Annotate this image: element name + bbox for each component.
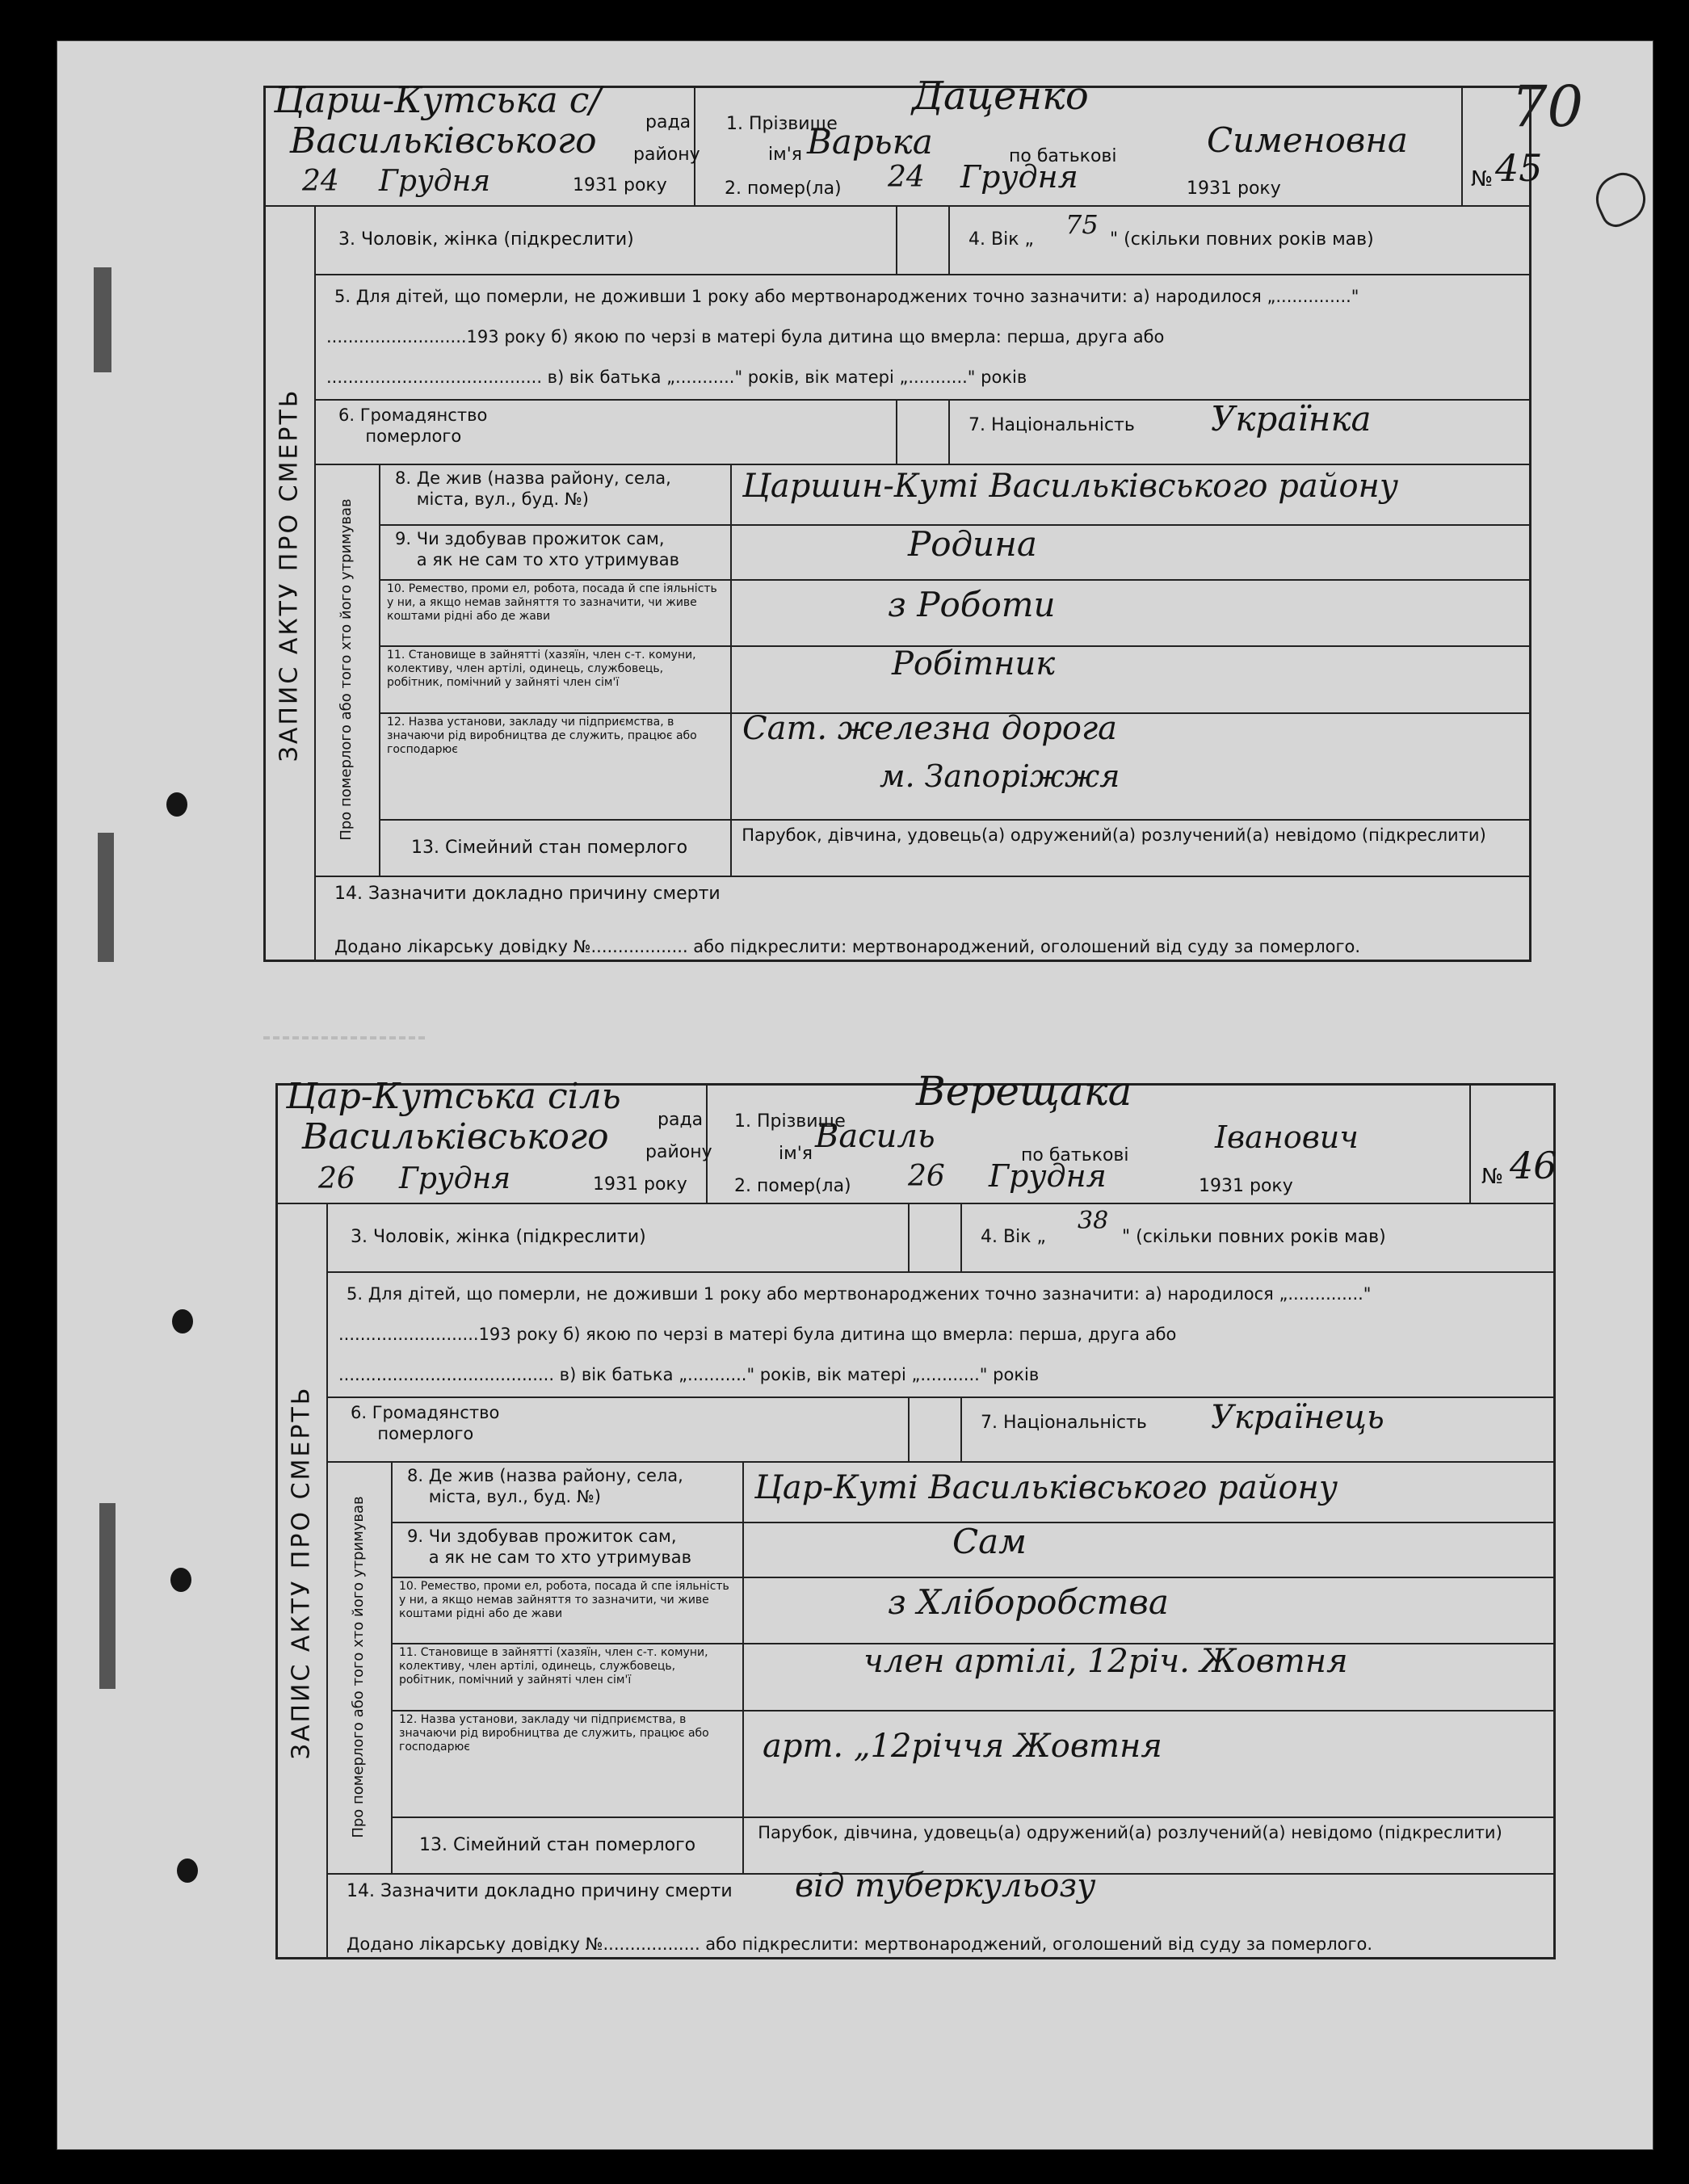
died-month: Грудня: [989, 1158, 1107, 1194]
died-day: 26: [908, 1160, 945, 1193]
institution-value-2: м. Запоріжжя: [880, 758, 1120, 794]
archive-page: [57, 40, 1653, 2150]
field-4-label-b: " (скільки повних років мав): [1122, 1227, 1386, 1247]
number-label: №: [1481, 1165, 1504, 1189]
field-5-line-b: ..........................193 року б) якою по черзі в матері була дитина що вмерла: перша, друга або: [338, 1325, 1177, 1344]
side-subtitle: Про померлого або того хто його утримував: [350, 1496, 367, 1838]
field-6-label: 6. Громадянство померлого: [351, 1403, 500, 1443]
field-11-label: 11. Становище в зайнятті (хазяїн, член с-т. комуни, колективу, член артілі, одинець, службовець, робітник, помічний у зайняті член сім'ї: [387, 649, 696, 689]
field-5-line-a: 5. Для дітей, що померли, не доживши 1 року або мертвонароджених точно зазначити: а) народилося „..............": [347, 1284, 1372, 1304]
side-subtitle: Про померлого або того хто його утримував: [338, 498, 355, 841]
died-day: 24: [888, 161, 925, 194]
field-4-label-a: 4. Вік „: [968, 229, 1034, 250]
field-12-label: 12. Назва установи, закладу чи підприємства, в значаючи рід виробництва де служить, працює або господарює: [399, 1713, 709, 1754]
rada-label: рада: [658, 1110, 704, 1130]
tape-mark: [99, 1503, 116, 1689]
patronymic-value: Іванович: [1215, 1119, 1359, 1155]
field-14-label: 14. Зазначити докладно причину смерти: [347, 1881, 733, 1901]
field-5-line-c: ........................................ в) вік батька „..........." років, вік матері „..........." років: [338, 1365, 1040, 1384]
field-5-line-b: ..........................193 року б) якою по черзі в матері була дитина що вмерла: перша, друга або: [326, 327, 1165, 346]
field-13-options: Парубок, дівчина, удовець(а) одружений(а) розлучений(а) невідомо (підкреслити): [758, 1823, 1502, 1842]
tape-mark: [94, 267, 111, 372]
separator-line: [263, 1036, 425, 1040]
institution-value-1: арт. „12річчя Жовтня: [763, 1728, 1162, 1765]
support-value: Сам: [952, 1522, 1027, 1561]
surname-value: Верещака: [916, 1068, 1132, 1115]
field-13-label: 13. Сімейний стан померлого: [411, 838, 688, 858]
corner-pencil-mark: [1588, 166, 1653, 232]
died-year-label: 1931 року: [1199, 1176, 1293, 1196]
field-9-label: 9. Чи здобував прожиток сам, а як не сам то хто утримував: [395, 529, 679, 569]
side-title: ЗАПИС АКТУ ПРО СМЕРТЬ: [287, 1385, 316, 1759]
support-value: Родина: [908, 524, 1037, 564]
surname-label: 1. Прізвище: [734, 1111, 846, 1132]
name-value: Варька: [807, 122, 933, 162]
field-13-label: 13. Сімейний стан померлого: [419, 1835, 696, 1855]
number-label: №: [1471, 167, 1494, 191]
field-12-label: 12. Назва установи, закладу чи підприємства, в значаючи рід виробництва де служить, працює або господарює: [387, 716, 697, 756]
field-3-label: 3. Чоловік, жінка (підкреслити): [338, 229, 634, 250]
side-title: ЗАПИС АКТУ ПРО СМЕРТЬ: [275, 388, 304, 762]
punch-hole: [170, 1568, 191, 1592]
rada-value: Цар-Кутська сіль: [286, 1076, 621, 1117]
field-7-label: 7. Національність: [968, 415, 1135, 435]
position-value: Робітник: [892, 645, 1056, 682]
rada-label: рада: [645, 112, 691, 132]
nationality-value: Українка: [1211, 399, 1372, 439]
field-5-line-a: 5. Для дітей, що померли, не доживши 1 року або мертвонароджених точно зазначити: а) народилося „..............": [334, 287, 1359, 306]
died-month: Грудня: [960, 159, 1078, 195]
died-label: 2. помер(ла): [734, 1176, 851, 1196]
field-7-label: 7. Національність: [981, 1413, 1147, 1433]
rayonu-label: району: [633, 145, 700, 165]
rayonu-label: району: [645, 1142, 712, 1162]
page-number: 70: [1511, 74, 1584, 140]
institution-value-1: Сат. железна дорога: [742, 710, 1118, 747]
surname-label: 1. Прізвище: [726, 114, 838, 134]
age-value: 38: [1078, 1207, 1109, 1235]
field-8-label: 8. Де жив (назва району, села, міста, вул., буд. №): [407, 1466, 683, 1506]
death-record-form-1: [263, 74, 1543, 962]
patronymic-value: Сименовна: [1207, 120, 1408, 160]
punch-hole: [172, 1309, 193, 1334]
death-record-form-2: [275, 1068, 1557, 1959]
footer-text: Додано лікарську довідку №.................. або підкреслити: мертвонароджений, оголошений від суду за померлого.: [334, 937, 1361, 956]
patronymic-label: по батькові: [1021, 1145, 1129, 1166]
residence-value: Царшин-Куті Васильківського району: [742, 468, 1399, 505]
field-11-label: 11. Становище в зайнятті (хазяїн, член с-т. комуни, колективу, член артілі, одинець, службовець, робітник, помічний у зайняті член сім'ї: [399, 1646, 708, 1686]
residence-value: Цар-Куті Васильківського району: [754, 1469, 1338, 1506]
occupation-value: з Хліборобства: [888, 1582, 1169, 1622]
punch-hole: [166, 792, 187, 817]
record-year-label: 1931 року: [593, 1174, 687, 1195]
name-value: Василь: [815, 1118, 935, 1155]
field-3-label: 3. Чоловік, жінка (підкреслити): [351, 1227, 646, 1247]
field-14-label: 14. Зазначити докладно причину смерти: [334, 884, 721, 904]
field-4-label-a: 4. Вік „: [981, 1227, 1046, 1247]
patronymic-label: по батькові: [1009, 146, 1117, 166]
position-value: член артілі, 12річ. Жовтня: [863, 1643, 1348, 1680]
died-year-label: 1931 року: [1187, 178, 1281, 199]
record-day: 24: [302, 165, 339, 198]
record-month: Грудня: [379, 165, 491, 198]
field-13-options: Парубок, дівчина, удовець(а) одружений(а) розлучений(а) невідомо (підкреслити): [742, 825, 1486, 845]
field-9-label: 9. Чи здобував прожиток сам, а як не сам то хто утримував: [407, 1527, 691, 1567]
record-day: 26: [318, 1162, 355, 1195]
field-4-label-b: " (скільки повних років мав): [1110, 229, 1374, 250]
died-label: 2. помер(ла): [725, 178, 842, 199]
name-label: ім'я: [768, 145, 802, 165]
age-value: 75: [1065, 209, 1099, 240]
footer-text: Додано лікарську довідку №.................. або підкреслити: мертвонароджений, оголошений від суду за померлого.: [347, 1934, 1373, 1954]
record-year-label: 1931 року: [573, 175, 667, 195]
field-8-label: 8. Де жив (назва району, села, міста, вул., буд. №): [395, 468, 671, 509]
tape-mark: [98, 833, 114, 962]
field-10-label: 10. Ремество, проми ел, робота, посада й спе іяльність у ни, а якщо немав зайняття то зазначити, чи живе коштами рідні або де жави: [399, 1580, 729, 1620]
surname-value: Даценко: [912, 74, 1089, 119]
nationality-value: Українець: [1211, 1399, 1384, 1436]
rada-value: Царш-Кутська с/: [274, 80, 602, 121]
name-label: ім'я: [779, 1144, 813, 1164]
punch-hole: [177, 1858, 198, 1883]
cause-value: від туберкульозу: [795, 1867, 1096, 1905]
occupation-value: з Роботи: [888, 585, 1056, 624]
record-number: 45: [1495, 146, 1543, 190]
field-5-line-c: ........................................ в) вік батька „..........." років, вік матері „..........." років: [326, 368, 1027, 387]
record-number: 46: [1510, 1144, 1557, 1187]
field-10-label: 10. Ремество, проми ел, робота, посада й спе іяльність у ни, а якщо немав зайняття то зазначити, чи живе коштами рідні або де жави: [387, 582, 717, 623]
rayon-value: Васильківського: [302, 1116, 609, 1157]
record-month: Грудня: [399, 1162, 511, 1195]
field-6-label: 6. Громадянство померлого: [338, 405, 488, 446]
rayon-value: Васильківського: [290, 120, 597, 162]
